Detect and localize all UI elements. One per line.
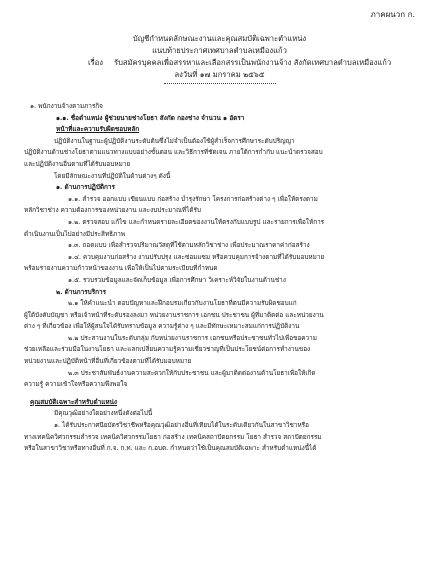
operations-item-cont: หลักวิชาช่าง ความต้องการของหน่วยงาน และงบประมาณที่ได้รับ: [24, 206, 201, 215]
operations-item: ๑.๔. ควบคุมงานก่อสร้าง งานปรับปรุง และซ่อมแซม หรือควบคุมการจ้างตามที่ได้รับมอบหมาย: [68, 252, 325, 261]
services-item: ๒.๓ ประชาสัมพันธ์งานความสะดวกให้กับประชาชน และผู้มาติดต่องานด้านโยธาเพื่อให้เกิด: [68, 368, 316, 377]
services-item-cont: หน่วยงานและปฏิบัติหน้าที่อื่นที่เกี่ยวข้องตามที่ได้รับมอบหมาย: [24, 357, 192, 366]
subject-label: เรื่อง: [88, 58, 103, 67]
header-date: ลงวันที่ ๑๗ มกราคม ๒๕๖๕: [174, 70, 265, 79]
duties-heading: หน้าที่และความรับผิดชอบหลัก: [56, 125, 140, 134]
operations-item: ๑.๓. ถอดแบบ เพื่อสำรวจปริมาณวัสดุที่ใช้ตามหลักวิชาช่าง เพื่อประมาณราคาค่าก่อสร้าง: [68, 241, 310, 250]
qualifications-intro: มีคุณวุฒิอย่างใดอย่างหนึ่งดังต่อไปนี้: [54, 409, 153, 418]
operations-item: ๑.๑. สำรวจ ออกแบบ เขียนแบบ ก่อสร้าง บำรุงรักษา โครงการก่อสร้างต่าง ๆ เพื่อให้ตรงตาม: [68, 194, 318, 203]
qualifications-item-cont: ทางเทคนิควิศวกรรมสำรวจ เทคนิควิศวกรรมโยธา ก่อสร้าง เทคนิคสถาปัตยกรรม โยธา สำรวจ สถาปัตยกรรม: [24, 432, 322, 441]
services-item: ๒.๑ ให้คำแนะนำ ตอบปัญหาและฝึกอบรมเกี่ยวกับงานโยธาที่ตนมีความรับผิดชอบแก่: [68, 299, 297, 308]
operations-heading: ๑. ด้านการปฏิบัติการ: [56, 183, 115, 192]
duties-paragraph-line: และปฏิบัติงานอื่นตามที่ได้รับมอบหมาย: [24, 159, 131, 168]
dotted-divider: [164, 83, 276, 84]
services-item-cont: ช่วยเหลือและร่วมมือในงานโยธา และแลกเปลี่ยนความรู้ความเชี่ยวชาญที่เป็นประโยชน์ต่อการทำงานของ: [24, 345, 311, 354]
header-subject: [24, 57, 415, 69]
operations-item: ๑.๒. ตรวจสอบ แก้ไข และกำหนดรายละเอียดของงานให้ตรงกับแบบรูป และรายการเพื่อให้การ: [68, 217, 325, 226]
subject-text: รับสมัครบุคคลเพื่อสรรหาและเลือกสรรเป็นพนักงานจ้าง สังกัดเทศบาลตำบลเหมืองแก้ว: [114, 58, 392, 67]
operations-item-cont: พร้อมรายงานความก้าวหน้าของงาน เพื่อให้เป็นไปตามระเบียบที่กำหนด: [24, 264, 218, 273]
services-item-cont: ผู้ใต้บังคับบัญชา หรือเจ้าหน้าที่ระดับรองลงมา หน่วยงานราชการ เอกชน ประชาชน ผู้ที่มาติดต่อ และหน่วยงาน: [24, 310, 324, 319]
duties-paragraph-line: ปฏิบัติงานด้านช่างโยธาตามแนวทางแบบอย่างขั้นตอน และวิธีการที่ชัดเจน ภายใต้การกำกับ แนะนำตรวจสอบ: [24, 148, 323, 157]
duties-paragraph-line: ปฏิบัติงานในฐานะผู้ปฏิบัติงานระดับต้นซึ่งไม่จำเป็นต้องใช้ผู้สำเร็จการศึกษาระดับปริญญา: [54, 136, 295, 145]
document-body: [24, 101, 415, 455]
services-heading: ๒. ด้านการบริการ: [56, 287, 107, 296]
duties-intro: โดยมีลักษณะงานที่ปฏิบัติในด้านต่างๆ ดังนี้: [54, 171, 171, 180]
services-item: ๒.๒ ประสานงานในระดับกลุ่ม กับหน่วยงานราชการ เอกชนหรือประชาชนทั่วไปเพื่อขอความ: [68, 333, 317, 342]
section-title: ๑. พนักงานจ้างตามภารกิจ: [30, 102, 103, 110]
annex-label: ภาคผนวก ก.: [370, 10, 415, 19]
operations-item-cont: ดำเนินงานเป็นไปอย่างมีประสิทธิภาพ: [24, 229, 126, 238]
header-attachment-line: แนบท้ายประกาศเทศบาลตำบลเหมืองแก้ว: [152, 46, 287, 55]
services-item-cont: ความรู้ ความเข้าใจหรือความพึงพอใจ: [24, 380, 128, 389]
qualifications-item: ๑. ได้รับประกาศนียบัตรวิชาชีพหรือคุณวุฒิอย่างอื่นที่เทียบได้ในระดับเดียวกันในสาขาวิชาหรือ: [54, 421, 309, 430]
qualifications-heading: คุณสมบัติเฉพาะสำหรับตำแหน่ง: [30, 397, 118, 406]
operations-item: ๑.๕. รวบรวมข้อมูลและจัดเก็บข้อมูล เพื่อการศึกษา วิเคราะห์วิจัยในงานด้านช่าง: [68, 275, 286, 284]
header-title: บัญชีกำหนดลักษณะงานและคุณสมบัติเฉพาะตำแหน่ง: [132, 34, 307, 43]
position-line: ๑.๑. ชื่อตำแหน่ง ผู้ช่วยนายช่างโยธา สังกัด กองช่าง จำนวน ๑ อัตรา: [56, 113, 245, 122]
document-header: [24, 0, 415, 84]
services-item-cont: ต่าง ๆ ที่เกี่ยวข้อง เพื่อให้ผู้สนใจได้รับทราบข้อมูล ความรู้ต่าง ๆ และมีทักษะเหมาะสมแก่การปฏิบัติงาน: [24, 322, 300, 331]
qualifications-item-cont: หรือในสาขาวิชาหรือทางอื่นที่ ก.จ. ก.ท. และ ก.อบต. กำหนดว่าใช้เป็นคุณสมบัติเฉพาะ สำหรับตำแหน่งนี้ได้: [24, 444, 317, 453]
